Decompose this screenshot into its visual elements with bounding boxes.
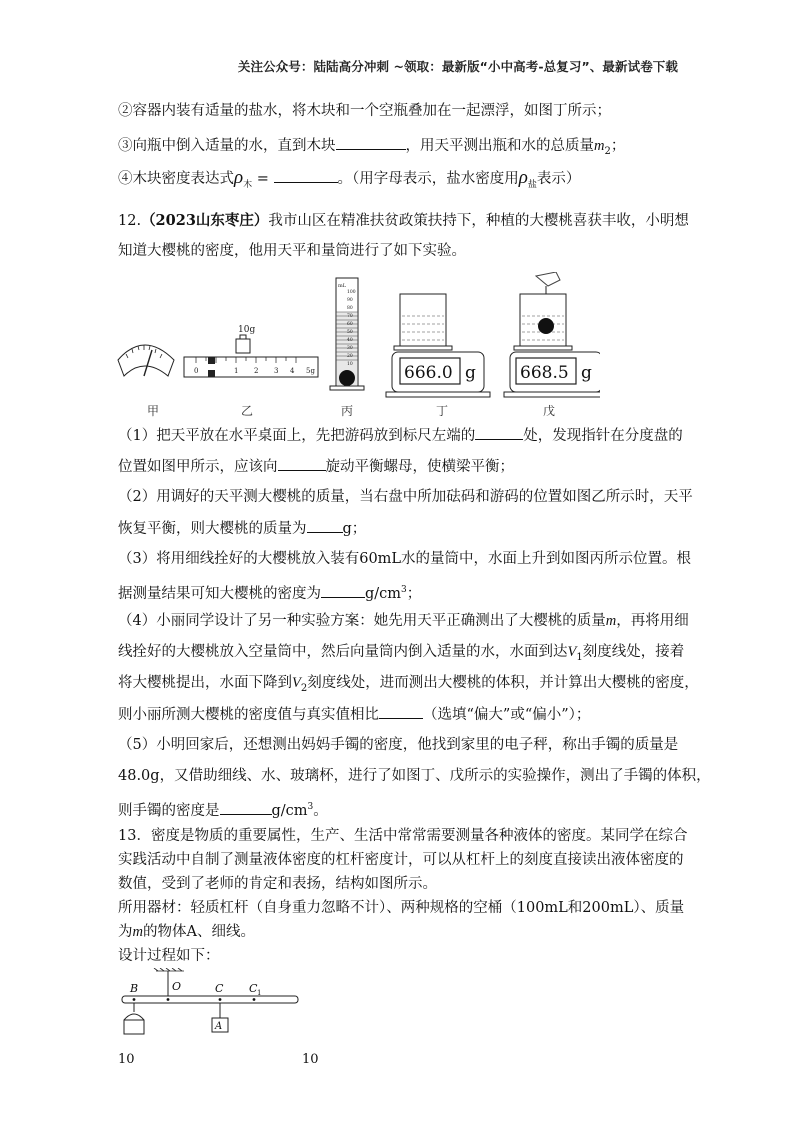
- page-number-center: 10: [302, 1052, 319, 1067]
- scale-d-unit: g: [465, 363, 476, 383]
- cylinder-tick-label: 30: [347, 346, 353, 351]
- caption-bing: 丙: [341, 404, 354, 418]
- q13-line6: 设计过程如下：: [118, 948, 220, 964]
- ruler-tick-label: 2: [254, 367, 259, 375]
- cylinder-tick-label: 20: [347, 354, 353, 359]
- q12-intro-line-1: 12.（2023山东枣庄）我市山区在精准扶贫政策扶持下，种植的大樱桃喜获丰收，小明想: [118, 212, 689, 229]
- lever-label-c: C: [215, 982, 224, 995]
- lever-label-c1: C: [249, 982, 258, 995]
- q13-line2: 实践活动中自制了测量液体密度的杠杆密度计，可以从杠杆上的刻度直接读出液体密度的: [118, 852, 684, 868]
- q12-part2-line2: 恢复平衡，则大樱桃的质量为 g；: [118, 518, 366, 539]
- page-header: 关注公众号：陆陆高分冲刺 ~领取：最新版“小中高考-总复习”、最新试卷下载: [237, 59, 678, 74]
- q12-part4-line3: 将大樱桃提出，水面下降到$V_2$刻度线处，进而测出大樱桃的体积，并计算出大樱桃的密度，: [118, 675, 699, 694]
- scale-e-reading: 668.5: [520, 363, 569, 383]
- q12-part1-line2: 位置如图甲所示，应该向 旋动平衡螺母，使横梁平衡；: [118, 456, 514, 477]
- caption-ding: 丁: [436, 404, 449, 418]
- caption-wu: 戊: [543, 404, 556, 418]
- caption-yi: 乙: [241, 404, 254, 418]
- balance-dial-figure: [118, 345, 174, 376]
- step-2-text: ②容器内装有适量的盐水，将木块和一个空瓶叠加在一起漂浮，如图丁所示；: [118, 103, 611, 119]
- q12-part5-line1: （5）小明回家后，还想测出妈妈手镯的密度，他找到家里的电子秤，称出手镯的质量是: [118, 737, 679, 753]
- q13-line1: 13．密度是物质的重要属性，生产、生活中常常需要测量各种液体的密度。某同学在综合: [118, 828, 688, 844]
- cylinder-tick-label: 60: [347, 322, 353, 327]
- q12-intro-line-2: 知道大樱桃的密度，他用天平和量筒进行了如下实验。: [118, 243, 466, 259]
- ruler-tick-label: 0: [194, 367, 199, 375]
- step-4-text: ④木块密度表达式$\rho_木$ = 。（用字母表示，盐水密度用$\rho_盐$表示）: [118, 167, 581, 190]
- lever-densitometer-figure: [112, 968, 302, 1043]
- electronic-scale-d-figure: [386, 294, 490, 397]
- ruler-tick-label: 1: [234, 367, 239, 375]
- object-a-label: A: [215, 1021, 223, 1032]
- q12-part3-line2: 据测量结果可知大樱桃的密度为 $g/cm^3$；: [118, 580, 421, 604]
- q12-part5-line3: 则手镯的密度是 $g/cm^3$。: [118, 797, 328, 821]
- lever-label-c1-sub: 1: [257, 989, 262, 997]
- weight-label: 10g: [238, 325, 256, 335]
- q12-part1-line1: （1）把天平放在水平桌面上，先把游码放到标尺左端的 处，发现指针在分度盘的: [118, 425, 683, 446]
- q12-part4-line1: （4）小丽同学设计了另一种实验方案：她先用天平正确测出了大樱桃的质量m，再将用细: [118, 613, 689, 629]
- scale-d-reading: 666.0: [404, 363, 453, 383]
- q12-part5-line2: 48.0g，又借助细线、水、玻璃杯，进行了如图丁、戊所示的实验操作，测出了手镯的体积，: [118, 768, 711, 784]
- cylinder-tick-label: 40: [347, 338, 353, 343]
- cylinder-unit: mL: [338, 283, 347, 289]
- q13-line3: 数值，受到了老师的肯定和表扬，结构如图所示。: [118, 876, 437, 892]
- q12-part4-line2: 线拴好的大樱桃放入空量筒中，然后向量筒内倒入适量的水，水面到达$V_1$刻度线处，接着: [118, 644, 685, 663]
- cylinder-tick-label: 90: [347, 298, 353, 303]
- weight-and-ruler-figure: [184, 325, 318, 377]
- electronic-scale-e-figure: [504, 272, 600, 397]
- experiment-figures: [110, 272, 600, 422]
- cylinder-tick-label: 70: [347, 314, 353, 319]
- q13-line4: 所用器材：轻质杠杆（自身重力忽略不计）、两种规格的空桶（100mL和200mL）、质量: [118, 900, 685, 916]
- lever-label-o: O: [172, 980, 182, 993]
- step-3-text: ③向瓶中倒入适量的水，直到木块 ，用天平测出瓶和水的总质量$m_2$；: [118, 135, 625, 162]
- cylinder-tick-label: 10: [347, 362, 353, 367]
- q12-part3-line1: （3）将用细线拴好的大樱桃放入装有60mL水的量筒中，水面上升到如图丙所示位置。根: [118, 551, 692, 567]
- lever-label-b: B: [130, 982, 139, 995]
- page-number-left: 10: [118, 1052, 135, 1067]
- ruler-tick-label: 5g: [306, 367, 315, 375]
- q12-part2-line1: （2）用调好的天平测大樱桃的质量，当右盘中所加砝码和游码的位置如图乙所示时，天平: [118, 489, 693, 505]
- caption-jia: 甲: [147, 404, 160, 418]
- q13-line5: 为m的物体A、细线。: [118, 924, 255, 940]
- cylinder-tick-label: 100: [347, 290, 356, 295]
- q12-part4-line4: 则小丽所测大樱桃的密度值与真实值相比 （选填“偏大”或“偏小”）；: [118, 704, 590, 725]
- ruler-tick-label: 4: [290, 367, 295, 375]
- cylinder-tick-label: 80: [347, 306, 353, 311]
- ruler-tick-label: 3: [274, 367, 279, 375]
- scale-e-unit: g: [581, 363, 592, 383]
- cylinder-tick-label: 50: [347, 330, 353, 335]
